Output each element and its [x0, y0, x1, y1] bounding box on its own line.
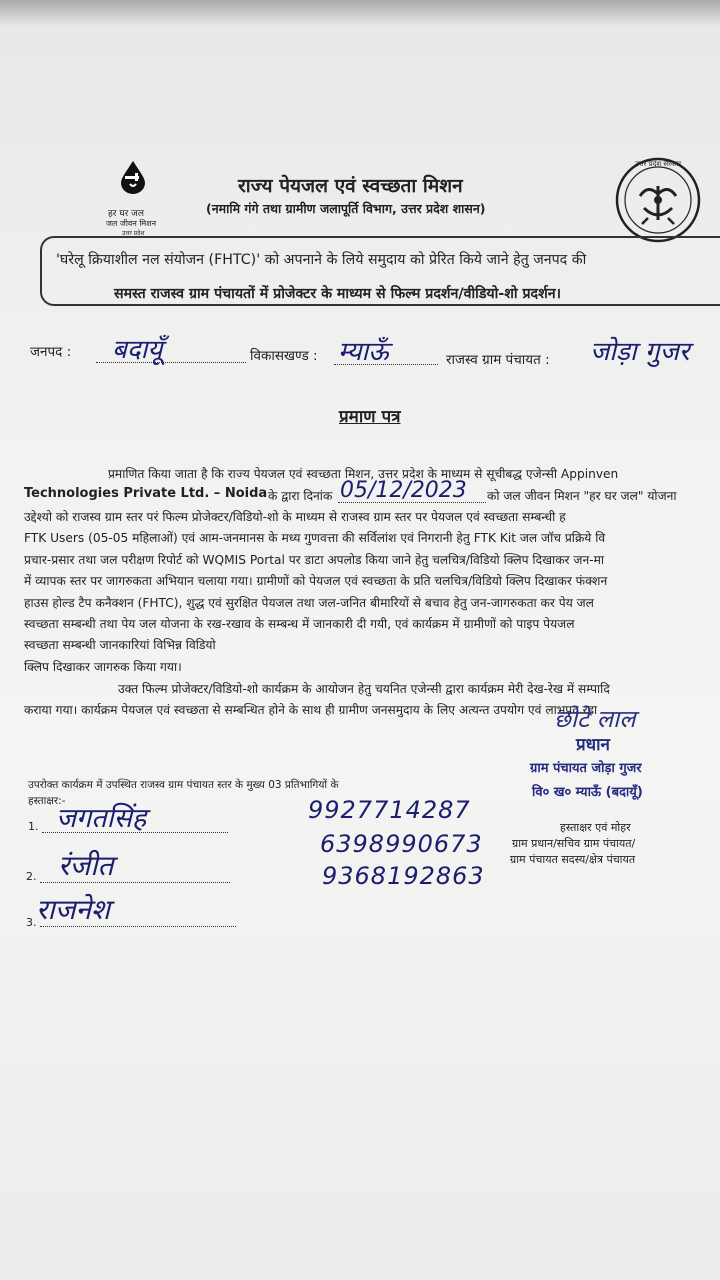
certificate-heading: प्रमाण पत्र — [339, 407, 401, 427]
panchayat-value: जोड़ा गुजर — [590, 337, 690, 367]
official-caption-2: ग्राम प्रधान/सचिव ग्राम पंचायत/ — [512, 837, 636, 850]
official-signature: छोटे लाल — [554, 705, 636, 733]
up-government-emblem-icon — [614, 156, 702, 244]
logo-text-3: उत्तर प्रदेश — [122, 230, 145, 237]
panchayat-label: राजस्व ग्राम पंचायत : — [446, 352, 550, 368]
body-line-5: प्रचार-प्रसार तथा जल परीक्षण रिपोर्ट को WQMIS Portal पर डाटा अपलोड किया जाने हेतु चलचित्र/विडियो क्लिप दिखाकर जन-मा — [24, 553, 605, 567]
block-label: विकासखण्ड : — [250, 348, 318, 364]
event-date: 05/12/2023 — [340, 478, 467, 503]
body-line-8: स्वच्छता सम्बन्धी तथा पेय जल योजना के रख-रखाव के सम्बन्ध में जानकारी दी गयी, एवं कार्यक्रम में ग्रामीणों को पाइप पेयजल — [24, 617, 575, 631]
logo-text-2: जल जीवन मिशन — [106, 219, 157, 228]
participants-intro: उपरोक्त कार्यक्रम में उपस्थित राजस्व ग्राम पंचायत स्तर के मुख्य 03 प्रतिभागियों के — [28, 779, 339, 791]
banner-line-2: समस्त राजस्व ग्राम पंचायतों में प्रोजेक्टर के माध्यम से फिल्म प्रदर्शन/वीडियो-शो प्रदर्शन। — [114, 286, 561, 302]
body-line-4: FTK Users (05-05 महिलाओं) एवं आम-जनमानस के मध्य गुणवत्ता की सर्विलांश एवं निगरानी हेतु FTK Kit जल जॉच प्रक्रिये वि — [24, 531, 606, 545]
body-line-6: में व्यापक स्तर पर जागरुकता अभियान चलाया गया। ग्रामीणों को पेयजल एवं स्वच्छता के प्रति चलचित्र/विडियो क्लिप दिखाकर फंक्शन — [24, 574, 608, 588]
stamp-panchayat: ग्राम पंचायत जोड़ा गुजर — [530, 761, 642, 776]
body-line-7: हाउस होल्ड टैप कनैक्शन (FHTC), शुद्ध एवं सुरक्षित पेयजल तथा जल-जनित बीमारियों से बचाव हेतु जन-जागरुकता कर पेय जल — [24, 596, 594, 610]
body-line-2b: के द्वारा दिनांक — [268, 489, 333, 503]
participants-signature-label: हस्ताक्षर:- — [28, 795, 66, 807]
participant-number-3: 3. — [26, 916, 37, 929]
body-line-11: उक्त फिल्म प्रोजेक्टर/विडियो-शो कार्यक्रम के आयोजन हेतु चयनित एजेन्सी द्वारा कार्यक्रम मेरी देख-रेख में सम्पादि — [118, 682, 610, 696]
page-subtitle: (नमामि गंगे तथा ग्रामीण जलापूर्ति विभाग, उत्तर प्रदेश शासन) — [206, 201, 486, 216]
block-value: म्याऊँ — [338, 337, 389, 367]
har-ghar-jal-logo — [100, 160, 180, 240]
banner-line-1: 'घरेलू क्रियाशील नल संयोजन (FHTC)' को अपनाने के लिये समुदाय को प्रेरित किये जाने हेतु जनपद की — [56, 252, 587, 268]
participant-phone-3: 9368192863 — [322, 862, 485, 890]
participant-number-2: 2. — [26, 870, 37, 883]
body-line-2c: को जल जीवन मिशन "हर घर जल" योजना — [487, 489, 677, 503]
page-top-shadow — [0, 0, 720, 26]
participant-phone-2: 6398990673 — [320, 830, 483, 858]
emblem-label: उत्तर प्रदेश सरकार — [634, 160, 682, 168]
participant-signature-3: राजनेश — [36, 893, 111, 926]
participant-signature-2: रंजीत — [58, 849, 114, 882]
page-title: राज्य पेयजल एवं स्वच्छता मिशन — [238, 175, 463, 197]
body-line-9: स्वच्छता सम्बन्धी जानकारियां विभिन्न विडियो — [24, 638, 216, 652]
water-drop-icon — [116, 160, 150, 194]
district-label: जनपद : — [30, 344, 72, 360]
stamp-block: वि० ख० म्याऊँ (बदायूँ) — [532, 785, 643, 800]
participant-signature-1: जगतसिंह — [56, 803, 147, 834]
official-caption-3: ग्राम पंचायत सदस्य/क्षेत्र पंचायत — [510, 853, 636, 866]
participant-phone-1: 9927714287 — [308, 796, 471, 824]
participant-number-1: 1. — [28, 820, 39, 833]
body-line-1: प्रमाणित किया जाता है कि राज्य पेयजल एवं स्वच्छता मिशन, उत्तर प्रदेश के माध्यम से सूचीबद्ध एजेन्सी Appinven — [108, 467, 619, 481]
stamp-designation: प्रधान — [576, 735, 610, 755]
agency-name: Technologies Private Ltd. – Noida — [24, 486, 268, 501]
date-dotted-line — [338, 502, 486, 503]
body-line-12: कराया गया। कार्यक्रम पेयजल एवं स्वच्छता से सम्बन्धित होने के साथ ही ग्रामीण जनसमुदाय के लिए अत्यन्त उपयोग एवं लाभप्रद रहा — [24, 703, 598, 717]
official-caption-1: हस्ताक्षर एवं मोहर — [560, 821, 631, 834]
body-line-3: उद्देश्यो को राजस्व ग्राम स्तर परं फिल्म प्रोजेक्टर/विडियो-शो के माध्यम से राजस्व ग्राम स्तर पर पेयजल एवं स्वच्छता सम्बन्धी ह — [24, 510, 566, 524]
district-value: बदायूँ — [112, 335, 163, 365]
logo-text-1: हर घर जल — [108, 209, 144, 219]
body-line-10: क्लिप दिखाकर जागरुक किया गया। — [24, 660, 182, 674]
